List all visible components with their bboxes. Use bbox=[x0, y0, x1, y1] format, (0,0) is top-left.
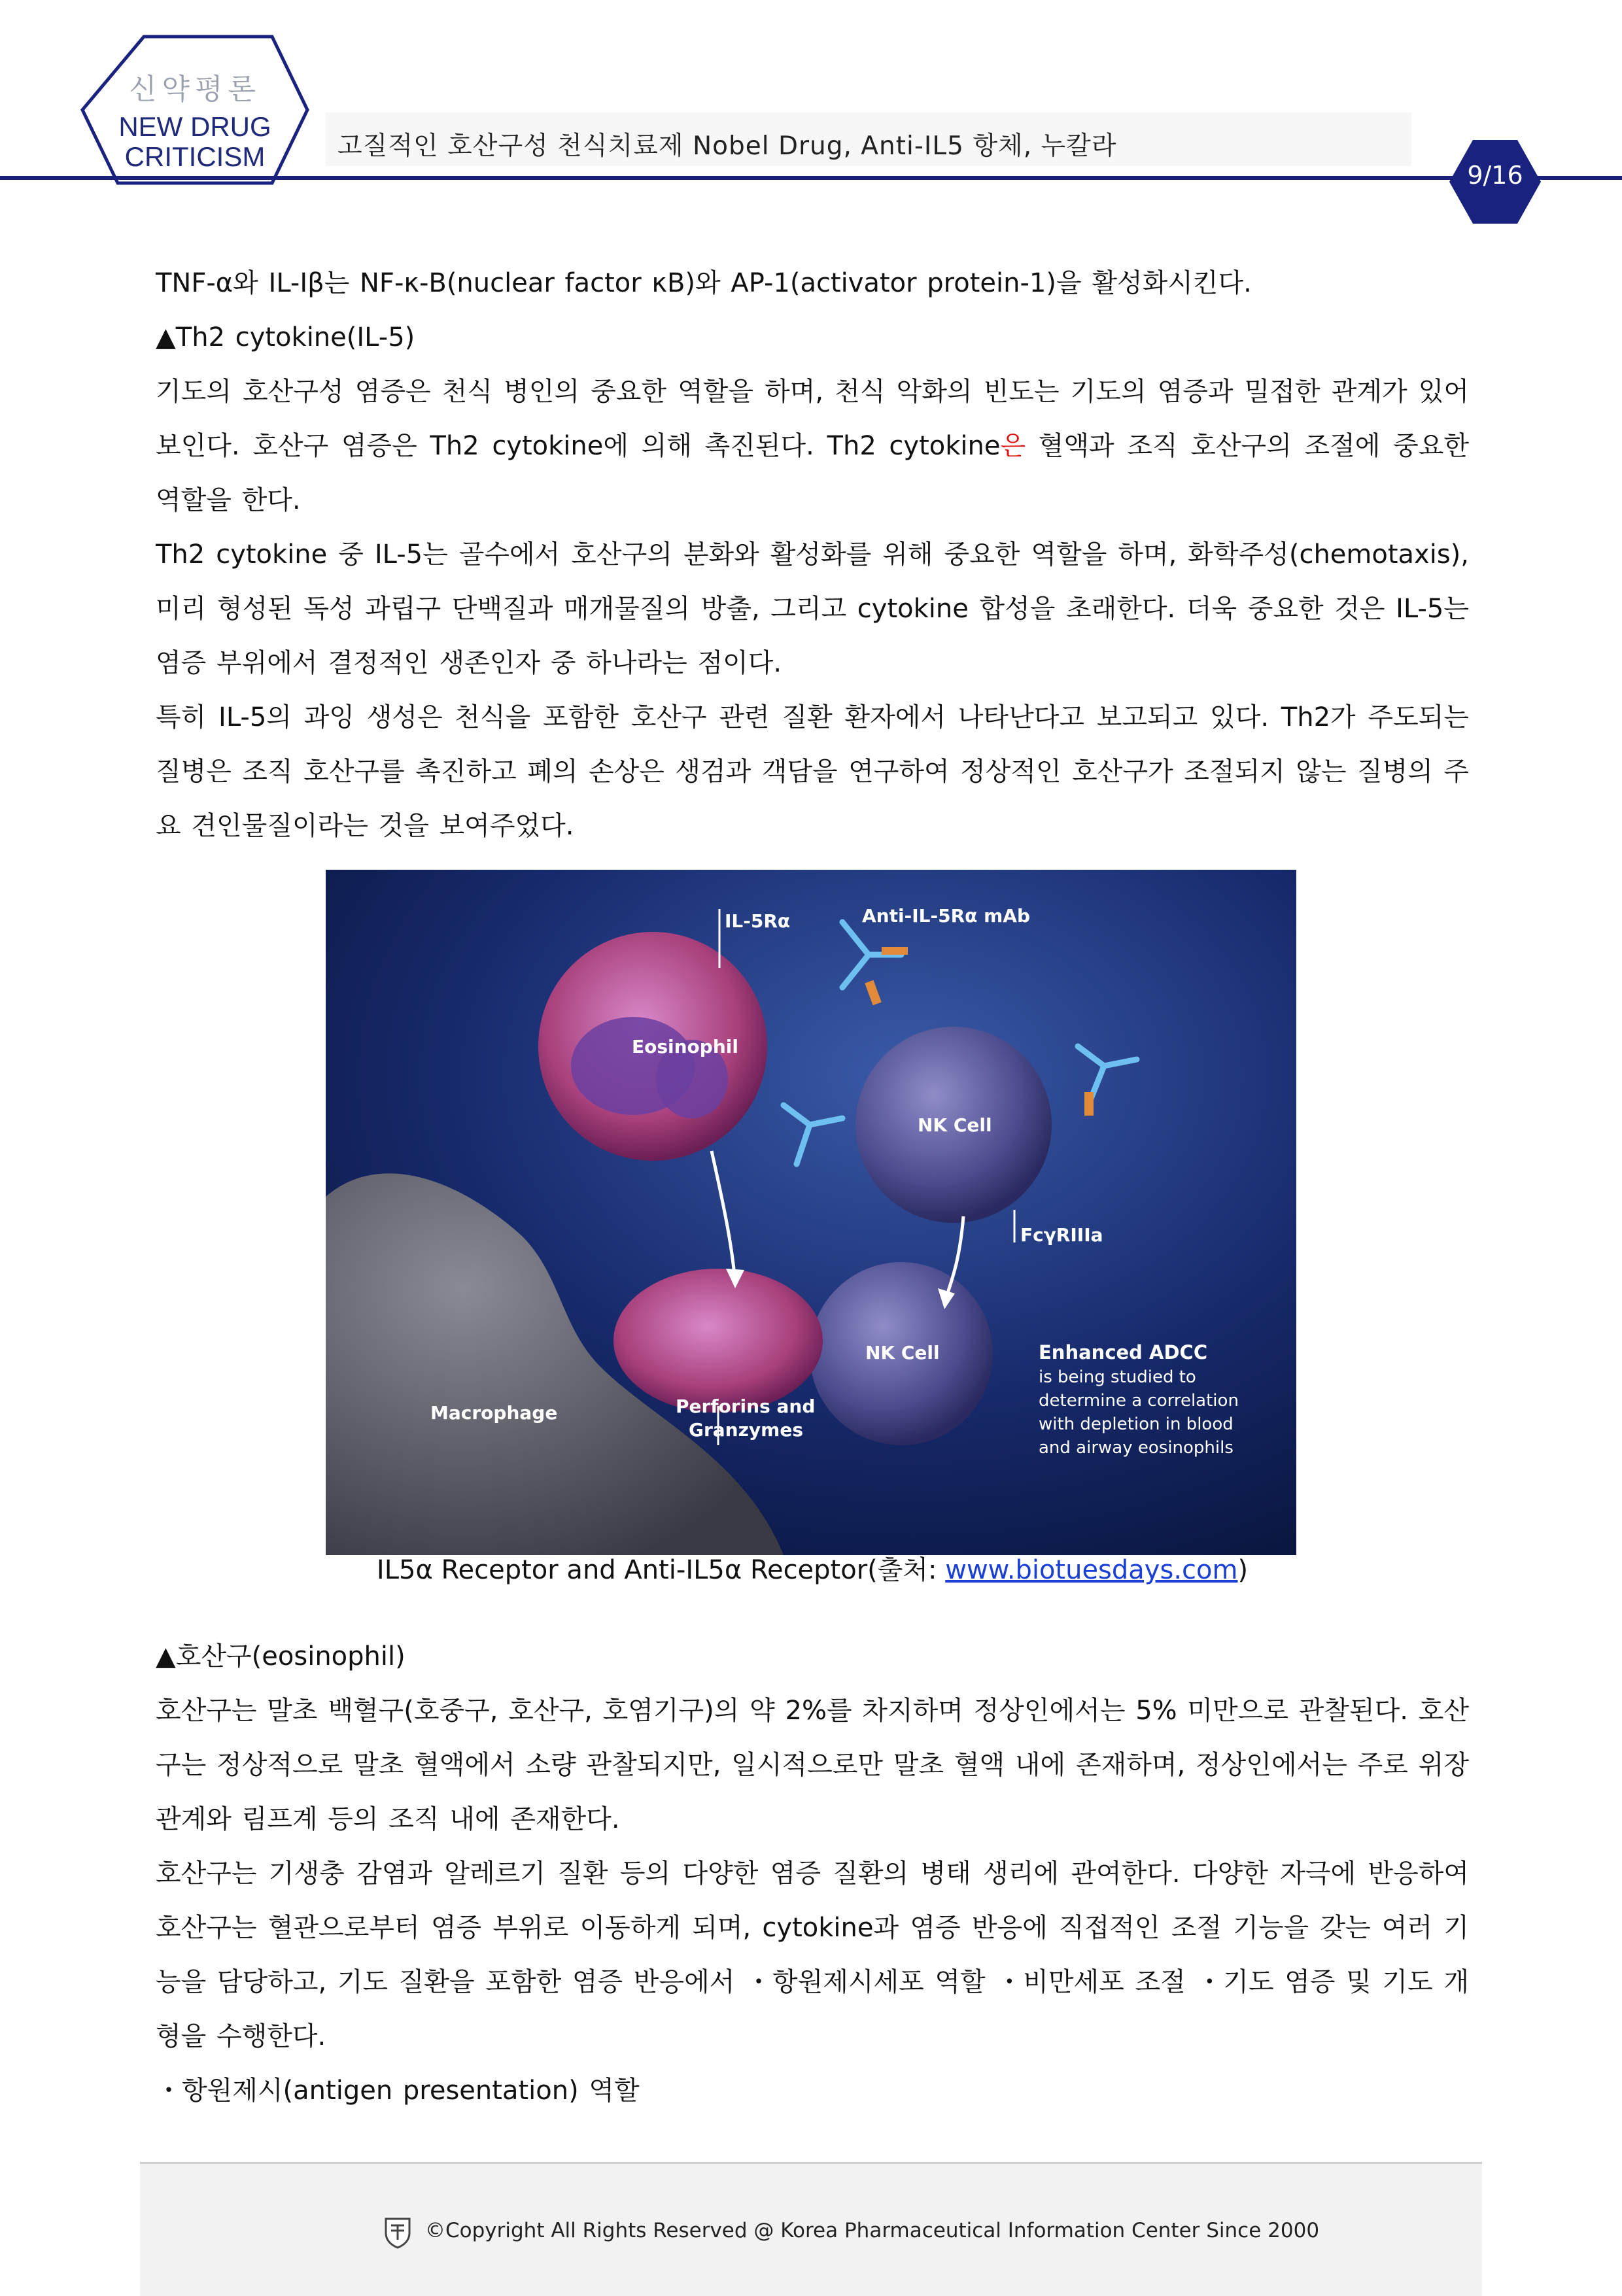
label-adcc-line3: determine a correlation bbox=[1039, 1391, 1239, 1411]
label-nk-cell-top: NK Cell bbox=[918, 1114, 992, 1136]
logo-korean: 신약평론 bbox=[128, 73, 261, 105]
paragraph-th2-1: 기도의 호산구성 염증은 천식 병인의 중요한 역할을 하며, 천식 악화의 빈도는 기도의 염증과 밀접한 관계가 있어 보인다. 호산구 염증은 Th2 cytokine에 의해 촉진된다. Th2 cytokine은 혈액과 조직 호산구의 조절에 중요한 역할을 한다. bbox=[156, 377, 1469, 515]
eosinophil-apoptotic bbox=[613, 1269, 823, 1413]
label-eosinophil: Eosinophil bbox=[632, 1036, 738, 1057]
label-adcc-line4: with depletion in blood bbox=[1039, 1414, 1234, 1434]
heading-eosinophil: ▲호산구(eosinophil) bbox=[156, 1641, 406, 1671]
label-adcc-line2: is being studied to bbox=[1039, 1367, 1196, 1387]
figure-il5-receptor-illustration bbox=[326, 870, 1296, 1555]
label-macrophage: Macrophage bbox=[430, 1402, 558, 1424]
highlighted-particle: 은 bbox=[1000, 431, 1026, 461]
paragraph-eos-1: 호산구는 말초 백혈구(호중구, 호산구, 호염기구)의 약 2%를 차지하며 정상인에서는 5% 미만으로 관찰된다. 호산구는 정상적으로 말초 혈액에서 소량 관찰되지만, 일시적으로만 말초 혈액 내에 존재하며, 정상인에서는 주로 위장관계와 림프계 등의 조직 내에 존재한다. bbox=[156, 1696, 1469, 1834]
paragraph-th2-2: Th2 cytokine 중 IL-5는 골수에서 호산구의 분화와 활성화를 위해 중요한 역할을 하며, 화학주성(chemotaxis), 미리 형성된 독성 과립구 단백질과 매개물질의 방출, 그리고 cytokine 합성을 초래한다. 더욱 중요한 것은 IL-5는 염증 부위에서 결정적인 생존인자 중 하나라는 점이다. bbox=[156, 540, 1469, 678]
page-indicator: 9/16 bbox=[1467, 161, 1523, 190]
logo-english-line1: NEW DRUG bbox=[118, 111, 271, 142]
kpic-shield-icon bbox=[383, 2216, 412, 2249]
page-footer bbox=[140, 2162, 1482, 2296]
label-granzymes: Granzymes bbox=[689, 1419, 803, 1441]
label-adcc-title: Enhanced ADCC bbox=[1039, 1341, 1208, 1363]
paragraph-th2-3: 특히 IL-5의 과잉 생성은 천식을 포함한 호산구 관련 질환 환자에서 나타난다고 보고되고 있다. Th2가 주도되는 질병은 조직 호산구를 촉진하고 폐의 손상은 생검과 객담을 연구하여 정상적인 호산구가 조절되지 않는 질병의 주요 견인물질이라는 것을 보여주었다. bbox=[156, 702, 1469, 841]
intro-line: TNF-α와 IL-Iβ는 NF-κ-B(nuclear factor κB)와 AP-1(activator protein-1)을 활성화시킨다. bbox=[156, 268, 1252, 298]
header-title: 고질적인 호산구성 천식치료제 Nobel Drug, Anti-IL5 항체, 누칼라 bbox=[337, 131, 1117, 161]
paragraph-eos-2: 호산구는 기생충 감염과 알레르기 질환 등의 다양한 염증 질환의 병태 생리에 관여한다. 다양한 자극에 반응하여 호산구는 혈관으로부터 염증 부위로 이동하게 되며, cytokine과 염증 반응에 직접적인 조절 기능을 갖는 여러 기능을 담당하고, 기도 질환을 포함한 염증 반응에서 ・항원제시세포 역할 ・비만세포 조절 ・기도 염증 및 기도 개형을 수행한다. bbox=[156, 1859, 1469, 2051]
label-adcc-line5: and airway eosinophils bbox=[1039, 1438, 1234, 1458]
label-fcgammariiia: FcγRIIIa bbox=[1020, 1224, 1103, 1246]
label-anti-il5ra-mab: Anti-IL-5Rα mAb bbox=[862, 905, 1031, 927]
label-perforins: Perforins and bbox=[676, 1396, 816, 1417]
copyright-text: ©Copyright All Rights Reserved @ Korea Pharmaceutical Information Center Since 2000 bbox=[425, 2219, 1320, 2242]
source-link[interactable]: www.biotuesdays.com bbox=[945, 1555, 1238, 1585]
bullet-antigen-presentation: ・항원제시(antigen presentation) 역할 bbox=[156, 2076, 640, 2106]
heading-th2-cytokine: ▲Th2 cytokine(IL-5) bbox=[156, 322, 415, 352]
logo-english-line2: CRITICISM bbox=[124, 141, 266, 172]
label-il5ra: IL-5Rα bbox=[725, 910, 791, 932]
figure-caption: IL5α Receptor and Anti-IL5α Receptor(출처: www.biotuesdays.com) bbox=[376, 1555, 1249, 1585]
label-nk-cell-bottom: NK Cell bbox=[865, 1342, 940, 1363]
